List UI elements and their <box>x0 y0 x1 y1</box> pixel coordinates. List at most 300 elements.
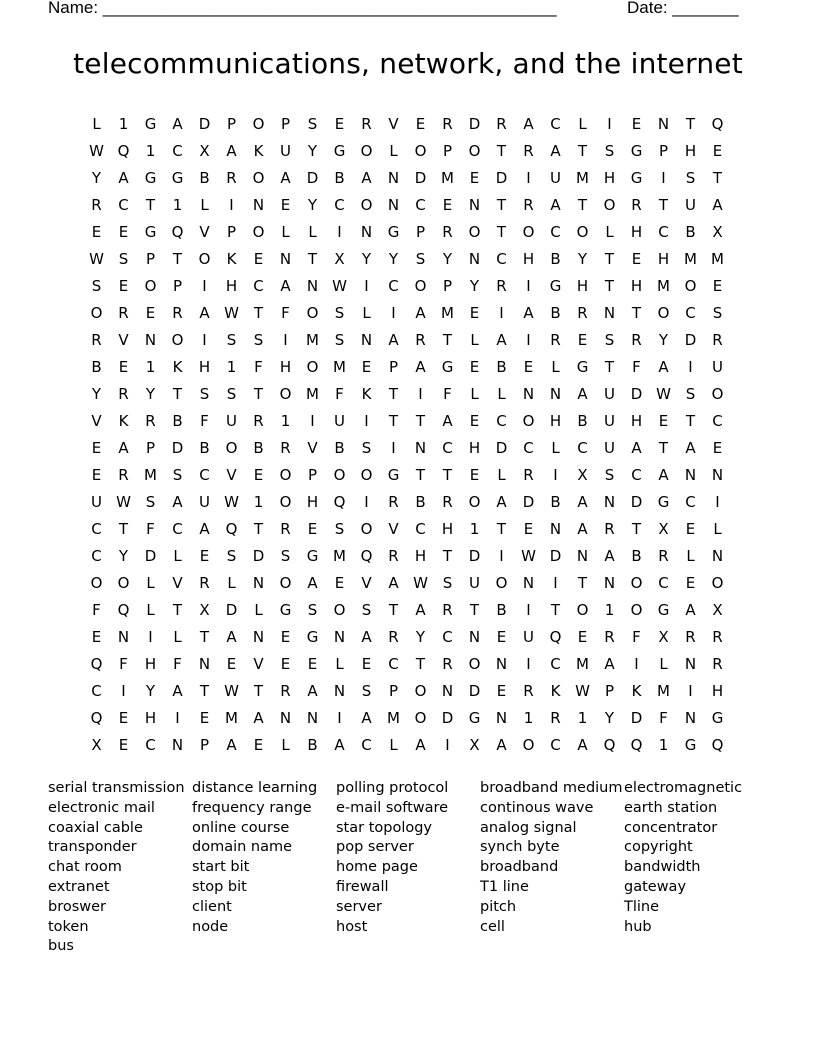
grid-letter: L <box>470 331 479 349</box>
grid-letter: I <box>526 331 531 349</box>
grid-row <box>83 412 731 439</box>
grid-letter: S <box>91 277 102 295</box>
word-item: e-mail software <box>336 799 449 816</box>
grid-letter: I <box>526 169 531 187</box>
grid-row <box>83 331 731 358</box>
grid-letter: F <box>632 358 641 376</box>
grid-letter: I <box>121 682 126 700</box>
grid-letter: O <box>576 601 589 619</box>
word-item: Tline <box>624 898 660 915</box>
grid-letter: C <box>712 412 723 430</box>
grid-letter: R <box>118 466 129 484</box>
grid-letter: 1 <box>118 115 129 133</box>
grid-letter: G <box>306 628 319 646</box>
grid-letter: K <box>118 412 129 430</box>
grid-letter: R <box>280 682 291 700</box>
grid-letter: V <box>91 412 102 430</box>
grid-letter: Y <box>388 250 399 268</box>
grid-letter: L <box>497 385 506 403</box>
grid-letter: T <box>577 196 588 214</box>
grid-letter: Y <box>91 385 102 403</box>
grid-letter: D <box>171 439 184 457</box>
grid-letter: R <box>226 169 237 187</box>
grid-letter: C <box>550 223 561 241</box>
grid-letter: R <box>280 439 291 457</box>
grid-letter: C <box>685 493 696 511</box>
grid-letter: R <box>523 682 534 700</box>
grid-letter: I <box>688 682 693 700</box>
grid-letter: L <box>254 601 263 619</box>
grid-letter: U <box>91 493 102 511</box>
grid-letter: S <box>145 493 156 511</box>
grid-letter: F <box>146 520 155 538</box>
grid-letter: Y <box>604 709 615 727</box>
grid-row <box>83 358 731 385</box>
word-item: gateway <box>624 878 687 895</box>
grid-letter: P <box>415 223 426 241</box>
grid-letter: A <box>361 709 372 727</box>
grid-letter: P <box>226 115 237 133</box>
grid-letter: T <box>685 412 696 430</box>
grid-letter: A <box>361 169 372 187</box>
grid-letter: T <box>253 682 264 700</box>
grid-letter: S <box>361 682 372 700</box>
grid-letter: Q <box>90 709 103 727</box>
grid-letter: U <box>469 574 480 592</box>
grid-letter: X <box>577 466 588 484</box>
word-column <box>480 779 624 937</box>
grid-letter: 1 <box>253 493 264 511</box>
grid-letter: A <box>523 304 534 322</box>
grid-letter: N <box>549 520 562 538</box>
grid-letter: V <box>361 574 372 592</box>
grid-letter: O <box>117 574 130 592</box>
grid-letter: D <box>630 493 643 511</box>
word-column <box>192 779 336 937</box>
grid-letter: N <box>171 736 184 754</box>
grid-letter: M <box>306 331 319 349</box>
grid-letter: B <box>199 169 210 187</box>
grid-row <box>83 547 731 574</box>
grid-letter: E <box>118 358 129 376</box>
grid-letter: G <box>630 169 643 187</box>
grid-letter: A <box>226 628 237 646</box>
grid-letter: D <box>144 547 157 565</box>
grid-letter: I <box>445 736 450 754</box>
grid-letter: T <box>577 574 588 592</box>
grid-letter: L <box>146 574 155 592</box>
date-field: Date: _______ <box>627 0 739 17</box>
grid-letter: H <box>576 277 589 295</box>
grid-letter: L <box>281 736 290 754</box>
word-column <box>336 779 480 937</box>
grid-letter: N <box>684 709 697 727</box>
grid-row <box>83 736 731 763</box>
word-item: server <box>336 898 382 915</box>
grid-letter: G <box>306 547 319 565</box>
grid-letter: N <box>522 385 535 403</box>
grid-letter: C <box>172 520 183 538</box>
grid-letter: V <box>253 655 264 673</box>
grid-letter: H <box>306 493 319 511</box>
grid-letter: O <box>198 250 211 268</box>
grid-letter: I <box>418 385 423 403</box>
grid-letter: E <box>496 628 507 646</box>
grid-letter: R <box>442 493 453 511</box>
grid-letter: E <box>685 520 696 538</box>
grid-letter: O <box>468 223 481 241</box>
grid-row <box>83 466 731 493</box>
grid-row <box>83 439 731 466</box>
grid-letter: S <box>226 331 237 349</box>
grid-letter: O <box>414 709 427 727</box>
grid-letter: O <box>468 142 481 160</box>
grid-row <box>83 142 731 169</box>
word-item: cell <box>480 918 505 935</box>
grid-letter: C <box>658 223 669 241</box>
grid-letter: O <box>252 115 265 133</box>
grid-letter: E <box>442 196 453 214</box>
grid-row <box>83 169 731 196</box>
word-item: polling protocol <box>336 780 449 796</box>
word-item: node <box>192 918 229 935</box>
grid-letter: G <box>144 169 157 187</box>
word-item: online course <box>192 819 290 836</box>
grid-letter: L <box>551 358 560 376</box>
grid-letter: T <box>415 412 426 430</box>
grid-letter: A <box>307 682 318 700</box>
grid-letter: E <box>91 439 102 457</box>
grid-letter: N <box>279 709 292 727</box>
grid-letter: O <box>630 601 643 619</box>
grid-letter: T <box>712 169 723 187</box>
grid-letter: A <box>172 493 183 511</box>
grid-letter: B <box>334 439 345 457</box>
grid-letter: H <box>630 223 643 241</box>
grid-letter: A <box>361 628 372 646</box>
grid-letter: N <box>603 574 616 592</box>
grid-letter: O <box>414 142 427 160</box>
grid-letter: G <box>549 277 562 295</box>
grid-letter: E <box>118 223 129 241</box>
grid-letter: T <box>442 547 453 565</box>
grid-letter: Q <box>549 628 562 646</box>
grid-letter: E <box>253 736 264 754</box>
grid-letter: 1 <box>604 601 615 619</box>
grid-letter: E <box>469 412 480 430</box>
word-item: chat room <box>48 859 122 876</box>
grid-letter: S <box>334 304 345 322</box>
grid-letter: H <box>630 277 643 295</box>
grid-letter: H <box>144 709 157 727</box>
word-item: coaxial cable <box>48 819 143 836</box>
grid-letter: N <box>252 628 265 646</box>
grid-letter: E <box>523 358 534 376</box>
word-item: host <box>336 918 368 935</box>
grid-letter: R <box>550 331 561 349</box>
grid-row <box>83 628 731 655</box>
grid-letter: T <box>172 601 183 619</box>
grid-letter: R <box>118 385 129 403</box>
grid-letter: Q <box>333 493 346 511</box>
grid-letter: D <box>468 547 481 565</box>
word-item: copyright <box>624 839 693 856</box>
grid-letter: A <box>307 574 318 592</box>
grid-letter: A <box>280 169 291 187</box>
grid-letter: W <box>656 385 671 403</box>
grid-letter: L <box>659 655 668 673</box>
grid-letter: 1 <box>577 709 588 727</box>
grid-letter: I <box>526 655 531 673</box>
grid-letter: E <box>631 115 642 133</box>
grid-letter: 1 <box>172 196 183 214</box>
grid-letter: A <box>550 196 561 214</box>
grid-letter: Q <box>117 142 130 160</box>
word-item: star topology <box>336 819 433 836</box>
grid-letter: O <box>225 439 238 457</box>
grid-letter: I <box>607 115 612 133</box>
grid-letter: C <box>496 412 507 430</box>
grid-letter: D <box>684 331 697 349</box>
grid-letter: T <box>469 601 480 619</box>
grid-letter: Q <box>90 655 103 673</box>
grid-letter: O <box>333 466 346 484</box>
word-item: T1 line <box>480 878 529 895</box>
grid-letter: S <box>361 601 372 619</box>
grid-letter: M <box>333 547 346 565</box>
grid-letter: G <box>144 115 157 133</box>
grid-letter: E <box>523 520 534 538</box>
grid-letter: N <box>711 466 724 484</box>
grid-letter: N <box>252 196 265 214</box>
grid-letter: V <box>388 115 399 133</box>
grid-letter: 1 <box>523 709 534 727</box>
grid-letter: S <box>253 331 264 349</box>
grid-letter: W <box>332 277 347 295</box>
grid-letter: N <box>495 655 508 673</box>
grid-letter: R <box>658 547 669 565</box>
grid-letter: M <box>144 466 157 484</box>
grid-letter: M <box>657 682 670 700</box>
grid-row <box>83 115 731 142</box>
grid-letter: R <box>712 331 723 349</box>
grid-letter: E <box>118 277 129 295</box>
grid-letter: C <box>388 655 399 673</box>
grid-letter: N <box>414 439 427 457</box>
grid-letter: G <box>630 142 643 160</box>
grid-letter: S <box>226 385 237 403</box>
grid-letter: G <box>657 493 670 511</box>
grid-letter: W <box>89 250 104 268</box>
grid-letter: R <box>550 709 561 727</box>
grid-letter: N <box>441 682 454 700</box>
grid-letter: R <box>685 628 696 646</box>
grid-letter: I <box>202 331 207 349</box>
grid-letter: E <box>712 439 723 457</box>
grid-letter: B <box>415 493 426 511</box>
grid-letter: T <box>496 142 507 160</box>
grid-letter: R <box>496 277 507 295</box>
grid-letter: O <box>90 304 103 322</box>
grid-letter: E <box>280 628 291 646</box>
grid-letter: Q <box>711 115 724 133</box>
letter-grid <box>83 115 731 763</box>
grid-letter: A <box>496 493 507 511</box>
grid-letter: T <box>253 385 264 403</box>
grid-letter: Y <box>307 142 318 160</box>
grid-letter: G <box>657 601 670 619</box>
grid-letter: P <box>226 223 237 241</box>
word-item: bandwidth <box>624 859 701 876</box>
grid-letter: R <box>415 331 426 349</box>
grid-letter: N <box>360 331 373 349</box>
grid-letter: Y <box>442 250 453 268</box>
grid-letter: O <box>684 277 697 295</box>
grid-letter: V <box>118 331 129 349</box>
grid-letter: M <box>441 169 454 187</box>
grid-letter: K <box>253 142 264 160</box>
grid-letter: A <box>415 304 426 322</box>
grid-letter: I <box>337 223 342 241</box>
grid-letter: T <box>658 439 669 457</box>
grid-letter: C <box>550 736 561 754</box>
grid-letter: O <box>279 385 292 403</box>
grid-letter: H <box>603 169 616 187</box>
grid-letter: T <box>577 142 588 160</box>
grid-letter: A <box>415 358 426 376</box>
grid-letter: O <box>360 520 373 538</box>
grid-letter: E <box>712 142 723 160</box>
grid-letter: V <box>226 466 237 484</box>
grid-letter: F <box>92 601 101 619</box>
grid-letter: E <box>577 628 588 646</box>
grid-letter: Y <box>91 169 102 187</box>
grid-letter: C <box>91 682 102 700</box>
grid-letter: E <box>226 655 237 673</box>
grid-row <box>83 601 731 628</box>
grid-letter: A <box>253 709 264 727</box>
page-title: telecommunications, network, and the internet <box>73 47 743 80</box>
grid-letter: R <box>253 412 264 430</box>
grid-letter: S <box>118 250 129 268</box>
grid-letter: Y <box>658 331 669 349</box>
grid-letter: A <box>604 547 615 565</box>
grid-letter: O <box>468 655 481 673</box>
grid-letter: G <box>576 358 589 376</box>
grid-letter: F <box>119 655 128 673</box>
grid-letter: R <box>145 412 156 430</box>
grid-letter: M <box>225 709 238 727</box>
grid-letter: N <box>306 277 319 295</box>
grid-letter: L <box>335 655 344 673</box>
grid-letter: C <box>91 547 102 565</box>
grid-letter: E <box>253 466 264 484</box>
grid-letter: X <box>469 736 480 754</box>
grid-letter: P <box>388 358 399 376</box>
grid-letter: G <box>333 142 346 160</box>
grid-letter: P <box>172 277 183 295</box>
grid-letter: V <box>199 223 210 241</box>
grid-row <box>83 250 731 277</box>
grid-letter: S <box>334 331 345 349</box>
grid-letter: N <box>468 196 481 214</box>
grid-letter: P <box>199 736 210 754</box>
grid-letter: N <box>684 466 697 484</box>
grid-letter: P <box>442 142 453 160</box>
grid-letter: U <box>604 385 615 403</box>
grid-letter: L <box>308 223 317 241</box>
grid-letter: X <box>199 142 210 160</box>
grid-letter: U <box>712 358 723 376</box>
grid-letter: G <box>387 223 400 241</box>
grid-letter: O <box>522 736 535 754</box>
grid-letter: N <box>360 223 373 241</box>
word-item: analog signal <box>480 819 577 836</box>
grid-letter: R <box>388 628 399 646</box>
grid-letter: G <box>144 223 157 241</box>
grid-letter: A <box>226 142 237 160</box>
grid-letter: M <box>684 250 697 268</box>
grid-letter: Q <box>711 736 724 754</box>
grid-letter: H <box>468 439 481 457</box>
grid-letter: Q <box>117 601 130 619</box>
grid-letter: W <box>224 682 239 700</box>
grid-letter: F <box>200 412 209 430</box>
grid-letter: I <box>526 601 531 619</box>
grid-letter: R <box>280 520 291 538</box>
grid-letter: 1 <box>145 142 156 160</box>
word-column <box>624 779 768 937</box>
grid-letter: O <box>144 277 157 295</box>
grid-letter: L <box>200 196 209 214</box>
grid-letter: B <box>496 358 507 376</box>
grid-letter: D <box>441 709 454 727</box>
grid-letter: O <box>360 142 373 160</box>
grid-letter: N <box>387 196 400 214</box>
grid-letter: I <box>553 466 558 484</box>
grid-letter: X <box>334 250 345 268</box>
grid-letter: T <box>496 520 507 538</box>
grid-letter: T <box>145 196 156 214</box>
grid-letter: Y <box>469 277 480 295</box>
grid-letter: X <box>91 736 102 754</box>
grid-letter: R <box>442 655 453 673</box>
word-item: electromagnetic <box>624 780 743 796</box>
grid-letter: H <box>441 520 454 538</box>
grid-letter: 1 <box>280 412 291 430</box>
grid-letter: C <box>550 115 561 133</box>
word-item: broadband medium <box>480 780 623 796</box>
grid-row <box>83 493 731 520</box>
name-field: Name: ________________________________________________ <box>48 0 557 17</box>
grid-letter: G <box>468 709 481 727</box>
grid-letter: K <box>226 250 237 268</box>
grid-letter: R <box>523 196 534 214</box>
grid-letter: R <box>604 520 615 538</box>
grid-letter: B <box>334 169 345 187</box>
word-item: transponder <box>48 839 137 856</box>
grid-letter: E <box>145 304 156 322</box>
grid-letter: A <box>523 115 534 133</box>
word-item: broadband <box>480 859 559 876</box>
grid-letter: R <box>577 304 588 322</box>
grid-letter: K <box>631 682 642 700</box>
grid-letter: I <box>337 709 342 727</box>
grid-letter: L <box>497 466 506 484</box>
grid-letter: B <box>172 412 183 430</box>
grid-letter: L <box>173 628 182 646</box>
grid-letter: C <box>577 439 588 457</box>
